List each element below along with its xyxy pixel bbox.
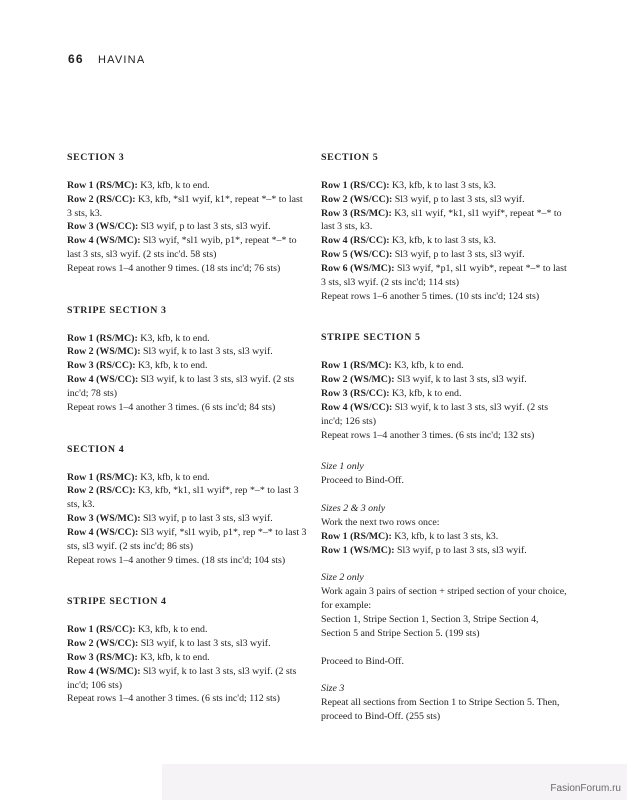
row-label: Row 1 (RS/CC): <box>321 179 390 191</box>
row-label: Row 3 (RS/CC): <box>321 387 390 399</box>
row-text: Sl3 wyif, p to last 3 sts, sl3 wyif. <box>140 221 271 233</box>
size-3-text: Repeat all sections from Section 1 to Stripe Section 5. Then, proceed to Bind-Off. (255 sts) <box>321 697 560 723</box>
row-text: Repeat rows 1–6 another 5 times. (10 sts inc'd; 124 sts) <box>321 290 540 302</box>
row-text: Sl3 wyif, *sl1 wyib, p1*, rep *–* to last 3 sts, sl3 wyif. (2 sts inc'd; 86 sts) <box>67 526 307 552</box>
instruction-row <box>321 387 569 401</box>
repeat-note <box>321 429 569 443</box>
stripe-section-3 <box>67 304 309 415</box>
row-label: Row 1 (RS/MC): <box>321 360 392 372</box>
stripe-section-4 <box>67 595 309 706</box>
row-label: Row 1 (RS/MC): <box>67 471 138 483</box>
instruction-row <box>67 484 309 512</box>
row-label: Row 2 (RS/CC): <box>67 485 136 497</box>
instruction-row <box>67 220 309 234</box>
row-label: Row 1 (WS/MC): <box>321 544 395 556</box>
instruction-row <box>321 544 569 558</box>
row-label: Row 2 (WS/CC): <box>67 638 139 650</box>
size-2-text: Work again 3 pairs of section + striped section of your choice, for example: <box>321 586 567 612</box>
row-text: K3, kfb, k to end. <box>138 624 208 636</box>
row-text: Sl3 wyif, p to last 3 sts, sl3 wyif. <box>396 544 527 556</box>
row-label: Row 4 (WS/CC): <box>321 401 393 413</box>
row-text: Sl3 wyif, k to last 3 sts, sl3 wyif. <box>142 346 273 358</box>
instruction-row <box>67 179 309 193</box>
instruction-row <box>321 359 569 373</box>
row-text: K3, kfb, k to end. <box>140 179 210 191</box>
row-text: K3, kfb, k to last 3 sts, k3. <box>394 530 499 542</box>
row-text: K3, kfb, k to end. <box>140 332 210 344</box>
row-text: Repeat rows 1–4 another 9 times. (18 sts inc'd; 76 sts) <box>67 262 281 274</box>
row-label: Row 6 (WS/MC): <box>321 262 395 274</box>
row-label: Row 1 (RS/MC): <box>67 332 138 344</box>
row-text: K3, kfb, k to end. <box>394 360 464 372</box>
size-3-heading: Size 3 <box>321 683 345 695</box>
sizes-2-3-heading: Sizes 2 & 3 only <box>321 503 386 515</box>
instruction-row <box>67 665 309 693</box>
section-5 <box>321 151 569 303</box>
row-label: Row 1 (RS/MC): <box>321 530 392 542</box>
row-label: Row 1 (RS/CC): <box>67 624 136 636</box>
row-text: Repeat rows 1–4 another 9 times. (18 sts inc'd; 104 sts) <box>67 554 286 566</box>
instruction-row <box>321 248 569 262</box>
section-3 <box>67 151 309 276</box>
row-text: Sl3 wyif, *p1, sl1 wyib*, repeat *–* to last 3 sts, sl3 wyif. (2 sts inc'd; 114 sts) <box>321 262 567 288</box>
row-text: Sl3 wyif, k to last 3 sts, sl3 wyif. (2 sts inc'd; 106 sts) <box>67 665 297 691</box>
row-text: K3, sl1 wyif, *k1, sl1 wyif*, repeat *–* to last 3 sts, k3. <box>321 207 562 233</box>
repeat-note <box>67 554 309 568</box>
section-title: SECTION 5 <box>321 152 379 163</box>
repeat-note <box>67 401 309 415</box>
row-text: Sl3 wyif, k to last 3 sts, sl3 wyif. <box>140 638 271 650</box>
row-text: Repeat rows 1–4 another 3 times. (6 sts inc'd; 112 sts) <box>67 693 280 705</box>
size-1-heading: Size 1 only <box>321 461 364 473</box>
size-2-heading: Size 2 only <box>321 572 364 584</box>
instruction-row <box>67 526 309 554</box>
row-text: Sl3 wyif, p to last 3 sts, sl3 wyif. <box>394 249 525 261</box>
repeat-note <box>67 692 309 706</box>
row-text: Sl3 wyif, p to last 3 sts, sl3 wyif. <box>394 193 525 205</box>
instruction-row <box>67 359 309 373</box>
section-title: SECTION 3 <box>67 152 125 163</box>
row-label: Row 2 (WS/MC): <box>67 346 141 358</box>
row-label: Row 4 (WS/MC): <box>67 665 141 677</box>
row-label: Row 4 (WS/CC): <box>67 526 139 538</box>
right-column <box>321 151 569 724</box>
row-text: K3, kfb, k to last 3 sts, k3. <box>392 179 497 191</box>
row-text: Sl3 wyif, k to last 3 sts, sl3 wyif. (2 sts inc'd; 126 sts) <box>321 401 549 427</box>
row-text: Sl3 wyif, k to last 3 sts, sl3 wyif. <box>396 374 527 386</box>
row-text: Sl3 wyif, *sl1 wyib, p1*, repeat *–* to last 3 sts, sl3 wyif. (2 sts inc'd. 58 sts) <box>67 235 297 261</box>
watermark: FasionForum.ru <box>550 783 621 794</box>
row-text: K3, kfb, k to end. <box>140 651 210 663</box>
row-label: Row 3 (WS/CC): <box>67 221 139 233</box>
row-label: Row 3 (WS/MC): <box>67 513 141 525</box>
row-text: Sl3 wyif, p to last 3 sts, sl3 wyif. <box>142 513 273 525</box>
instruction-row <box>67 471 309 485</box>
instruction-row <box>321 530 569 544</box>
instruction-row <box>67 651 309 665</box>
row-label: Row 5 (WS/CC): <box>321 249 393 261</box>
row-text: Sl3 wyif, k to last 3 sts, sl3 wyif. (2 sts inc'd; 78 sts) <box>67 374 295 399</box>
page-header <box>68 52 145 66</box>
row-label: Row 4 (WS/MC): <box>67 235 141 247</box>
row-text: K3, kfb, *k1, sl1 wyif*, rep *–* to last 3 sts, k3. <box>67 485 299 511</box>
instruction-row <box>67 512 309 526</box>
instruction-row <box>67 234 309 262</box>
row-text: K3, kfb, k to last 3 sts, k3. <box>392 235 497 247</box>
row-label: Row 3 (RS/MC): <box>67 651 138 663</box>
instruction-row <box>321 179 569 193</box>
row-text: K3, kfb, k to end. <box>140 471 210 483</box>
stripe-section-5 <box>321 331 569 442</box>
row-label: Row 4 (RS/CC): <box>321 235 390 247</box>
row-label: Row 3 (RS/MC): <box>321 207 392 219</box>
size-2-proceed: Proceed to Bind-Off. <box>321 655 404 667</box>
instruction-row <box>67 345 309 359</box>
section-title: SECTION 4 <box>67 443 125 455</box>
section-title: STRIPE SECTION 3 <box>67 304 167 316</box>
left-column <box>67 151 309 734</box>
row-text: K3, kfb, k to end. <box>138 360 208 372</box>
instruction-row <box>321 262 569 290</box>
row-label: Row 3 (RS/CC): <box>67 360 136 372</box>
row-label: Row 4 (WS/CC): <box>67 374 139 386</box>
row-label: Row 1 (RS/MC): <box>67 179 138 191</box>
repeat-note <box>321 290 569 304</box>
row-text: K3, kfb, *sl1 wyif, k1*, repeat *–* to last 3 sts, k3. <box>67 193 303 219</box>
size-2-example: Section 1, Stripe Section 1, Section 3, Stripe Section 4, Section 5 and Stripe Section 5. (199 sts) <box>321 613 539 639</box>
footer-band <box>162 764 627 800</box>
instruction-row <box>321 401 569 429</box>
section-title: STRIPE SECTION 4 <box>67 596 167 608</box>
section-title: STRIPE SECTION 5 <box>321 332 421 344</box>
instruction-row <box>67 332 309 346</box>
instruction-row <box>321 234 569 248</box>
repeat-note <box>67 262 309 276</box>
instruction-row <box>67 637 309 651</box>
row-text: Repeat rows 1–4 another 3 times. (6 sts inc'd; 132 sts) <box>321 429 535 441</box>
page-number: 66 <box>68 52 84 66</box>
row-label: Row 2 (WS/CC): <box>321 193 393 205</box>
book-title: HAVINA <box>98 54 146 66</box>
instruction-row <box>321 193 569 207</box>
size-instructions <box>321 460 569 724</box>
instruction-row <box>67 373 309 401</box>
row-label: Row 2 (WS/MC): <box>321 374 395 386</box>
size-1-text: Proceed to Bind-Off. <box>321 475 404 487</box>
instruction-row <box>321 373 569 387</box>
instruction-row <box>67 193 309 221</box>
instruction-row <box>67 623 309 637</box>
section-4 <box>67 443 309 568</box>
instruction-row <box>321 207 569 235</box>
sizes-2-3-intro: Work the next two rows once: <box>321 516 440 528</box>
row-label: Row 2 (RS/CC): <box>67 193 136 205</box>
row-text: Repeat rows 1–4 another 3 times. (6 sts inc'd; 84 sts) <box>67 401 276 413</box>
row-text: K3, kfb, k to end. <box>392 387 462 399</box>
